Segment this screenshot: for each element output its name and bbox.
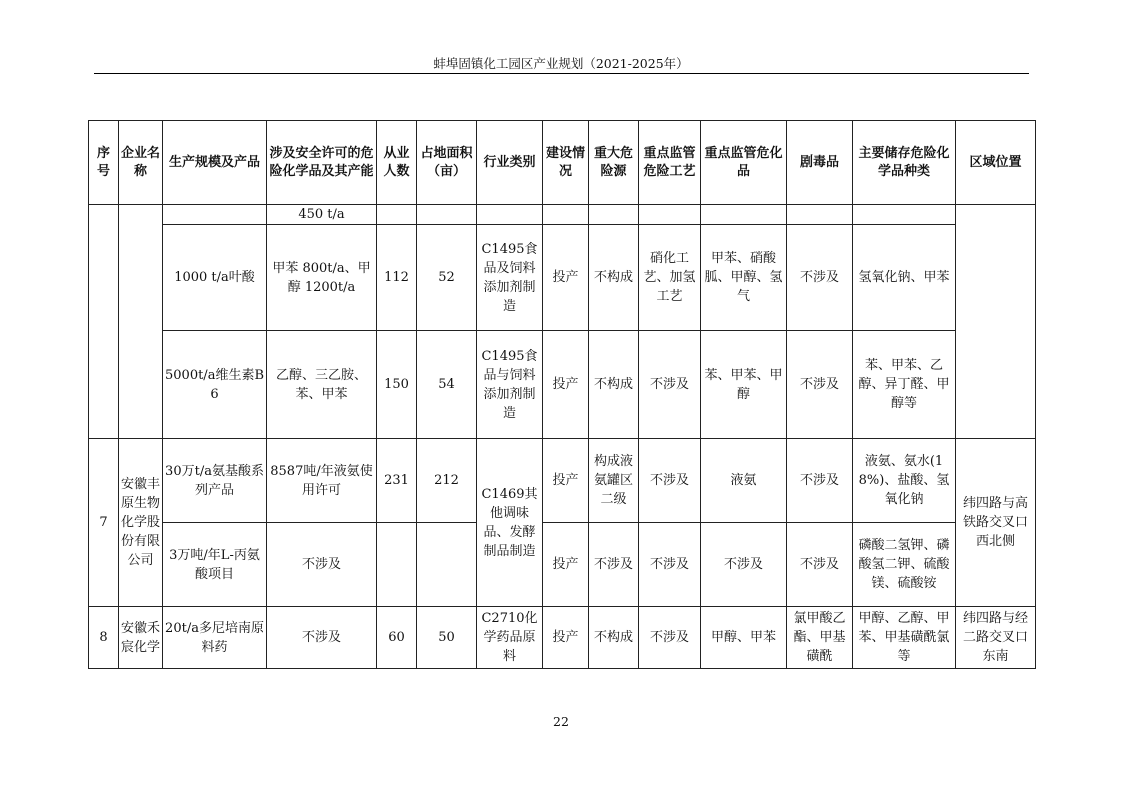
- table-header-row: [89, 121, 1036, 205]
- cell-industry: C2710化学药品原料: [477, 607, 543, 669]
- cell-industry: C1495食品及饲料添加剂制造: [477, 225, 543, 331]
- cell-company: 安徽丰原生物化学股份有限公司: [119, 439, 163, 607]
- page-header-title: 蚌埠固镇化工园区产业规划（2021-2025年）: [433, 56, 689, 71]
- header-cell: 序号: [89, 121, 119, 205]
- cell-storage: 甲醇、乙醇、甲苯、甲基磺酰氯等: [853, 607, 956, 669]
- header-cell: 重点监管危险工艺: [639, 121, 701, 205]
- cell-product: 1000 t/a叶酸: [163, 225, 267, 331]
- table-row: [89, 331, 1036, 439]
- cell-process: 不涉及: [639, 331, 701, 439]
- cell-status: [543, 205, 589, 225]
- header-cell: 剧毒品: [787, 121, 853, 205]
- cell-area: 54: [417, 331, 477, 439]
- cell-major-hazard: 构成液氨罐区二级: [589, 439, 639, 523]
- cell-hazard: 甲苯 800t/a、甲醇 1200t/a: [267, 225, 377, 331]
- cell-status: 投产: [543, 439, 589, 523]
- cell-storage: 磷酸二氢钾、磷酸氢二钾、硫酸镁、硫酸铵: [853, 523, 956, 607]
- cell-industry: [477, 205, 543, 225]
- header-rule: [94, 73, 1029, 74]
- header-cell: 生产规模及产品: [163, 121, 267, 205]
- cell-major-hazard: 不涉及: [589, 523, 639, 607]
- cell-storage: 液氨、氨水(18%)、盐酸、氢氧化钠: [853, 439, 956, 523]
- table-row: [89, 439, 1036, 523]
- cell-hazard: 乙醇、三乙胺、苯、甲苯: [267, 331, 377, 439]
- cell-toxic: 不涉及: [787, 439, 853, 523]
- cell-process: 不涉及: [639, 607, 701, 669]
- header-cell: 区域位置: [956, 121, 1036, 205]
- header-cell: 重点监管危化品: [701, 121, 787, 205]
- cell-chemicals: [701, 205, 787, 225]
- cell-staff: 231: [377, 439, 417, 523]
- cell-toxic: 不涉及: [787, 331, 853, 439]
- cell-status: 投产: [543, 331, 589, 439]
- cell-staff: 60: [377, 607, 417, 669]
- header-cell: 建设情况: [543, 121, 589, 205]
- cell-major-hazard: 不构成: [589, 607, 639, 669]
- cell-status: 投产: [543, 225, 589, 331]
- cell-industry: C1469其他调味品、发酵制品制造: [477, 439, 543, 607]
- cell-product: 5000t/a维生素B6: [163, 331, 267, 439]
- cell-company: [119, 205, 163, 439]
- cell-toxic: 不涉及: [787, 225, 853, 331]
- cell-product: 20t/a多尼培南原料药: [163, 607, 267, 669]
- table-row: [89, 225, 1036, 331]
- cell-hazard: 450 t/a: [267, 205, 377, 225]
- header-cell: 主要储存危险化学品种类: [853, 121, 956, 205]
- cell-no: 7: [89, 439, 119, 607]
- cell-status: 投产: [543, 607, 589, 669]
- cell-area: [417, 205, 477, 225]
- cell-chemicals: 不涉及: [701, 523, 787, 607]
- cell-area: [417, 523, 477, 607]
- header-cell: 占地面积（亩）: [417, 121, 477, 205]
- cell-industry: C1495食品与饲料添加剂制造: [477, 331, 543, 439]
- cell-storage: [853, 205, 956, 225]
- cell-product: 30万t/a氨基酸系列产品: [163, 439, 267, 523]
- cell-toxic: 不涉及: [787, 523, 853, 607]
- cell-process: 不涉及: [639, 523, 701, 607]
- cell-hazard: 不涉及: [267, 607, 377, 669]
- cell-staff: [377, 523, 417, 607]
- cell-storage: 氢氧化钠、甲苯: [853, 225, 956, 331]
- cell-process: [639, 205, 701, 225]
- cell-no: [89, 205, 119, 439]
- cell-hazard: 不涉及: [267, 523, 377, 607]
- header-cell: 涉及安全许可的危险化学品及其产能: [267, 121, 377, 205]
- cell-area: 50: [417, 607, 477, 669]
- cell-major-hazard: [589, 205, 639, 225]
- table-row: [89, 607, 1036, 669]
- cell-major-hazard: 不构成: [589, 225, 639, 331]
- cell-chemicals: 甲醇、甲苯: [701, 607, 787, 669]
- table-row: [89, 205, 1036, 225]
- cell-location: 纬四路与高铁路交叉口西北侧: [956, 439, 1036, 607]
- header-cell: 企业名称: [119, 121, 163, 205]
- cell-chemicals: 液氨: [701, 439, 787, 523]
- table-row: [89, 523, 1036, 607]
- cell-status: 投产: [543, 523, 589, 607]
- cell-hazard: 8587吨/年液氨使用许可: [267, 439, 377, 523]
- cell-no: 8: [89, 607, 119, 669]
- cell-location: 纬四路与经二路交叉口东南: [956, 607, 1036, 669]
- cell-staff: [377, 205, 417, 225]
- cell-toxic: 氯甲酸乙酯、甲基磺酰: [787, 607, 853, 669]
- cell-company: 安徽禾宸化学: [119, 607, 163, 669]
- cell-process: 硝化工艺、加氢工艺: [639, 225, 701, 331]
- cell-product: [163, 205, 267, 225]
- page-number: 22: [553, 714, 569, 729]
- header-cell: 行业类别: [477, 121, 543, 205]
- cell-location: [956, 205, 1036, 439]
- cell-product: 3万吨/年L-丙氨酸项目: [163, 523, 267, 607]
- cell-staff: 112: [377, 225, 417, 331]
- cell-chemicals: 甲苯、硝酸胍、甲醇、氢气: [701, 225, 787, 331]
- header-cell: 从业人数: [377, 121, 417, 205]
- enterprise-table: [88, 120, 1036, 669]
- cell-process: 不涉及: [639, 439, 701, 523]
- header-cell: 重大危险源: [589, 121, 639, 205]
- cell-storage: 苯、甲苯、乙醇、异丁醛、甲醇等: [853, 331, 956, 439]
- cell-staff: 150: [377, 331, 417, 439]
- cell-toxic: [787, 205, 853, 225]
- cell-major-hazard: 不构成: [589, 331, 639, 439]
- cell-chemicals: 苯、甲苯、甲醇: [701, 331, 787, 439]
- cell-area: 52: [417, 225, 477, 331]
- cell-area: 212: [417, 439, 477, 523]
